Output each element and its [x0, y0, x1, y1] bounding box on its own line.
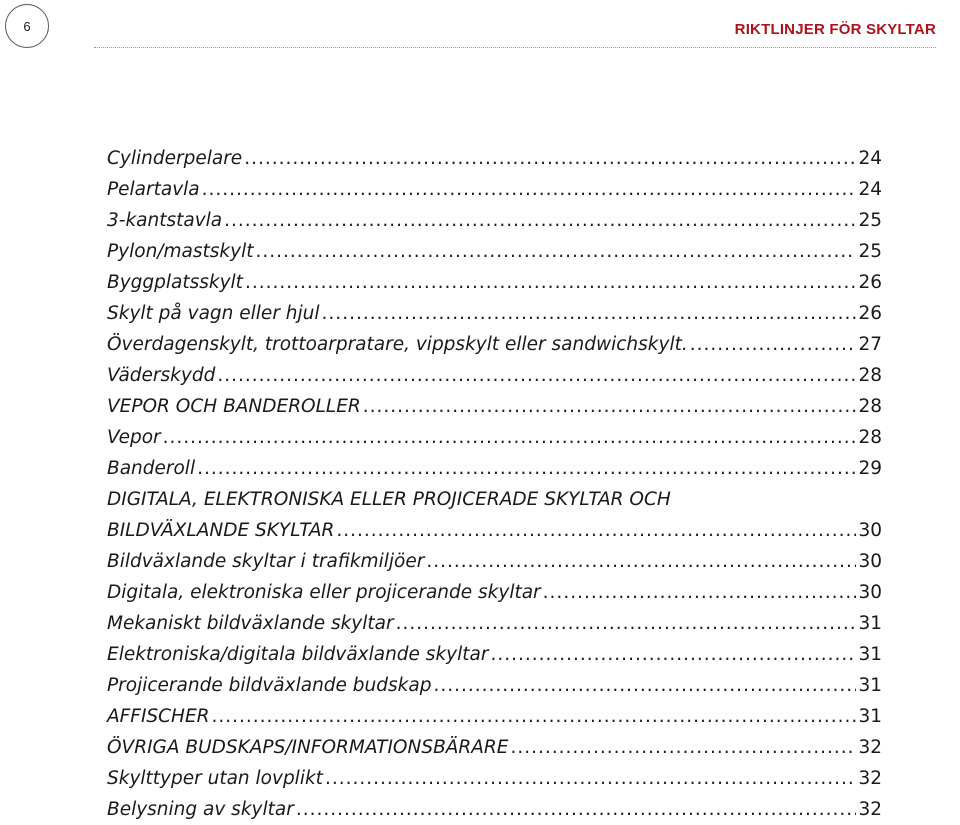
toc-entry-title: Belysning av skyltar [107, 799, 294, 820]
page-number: 6 [5, 4, 49, 48]
toc-entry[interactable] [107, 329, 882, 360]
toc-entry-page: 31 [858, 613, 882, 634]
toc-entry-title: 3-kantstavla [107, 210, 223, 231]
table-of-contents [107, 143, 882, 825]
toc-entry[interactable] [107, 639, 882, 670]
toc-entry-page: 28 [858, 396, 882, 417]
toc-entry-title-first-line[interactable]: DIGITALA, ELEKTRONISKA ELLER PROJICERADE SKYLTAR OCH [107, 489, 671, 510]
toc-dot-leader [217, 360, 856, 391]
toc-entry-title: Vepor [107, 427, 161, 448]
toc-entry-title: Bildväxlande skyltar i trafikmiljöer [107, 551, 425, 572]
toc-entry-page: 28 [858, 365, 882, 386]
toc-entry-title: AFFISCHER [107, 706, 210, 727]
toc-dot-leader [202, 174, 857, 205]
toc-entry[interactable] [107, 267, 882, 298]
toc-entry-title: Digitala, elektroniska eller projicerande skyltar [107, 582, 541, 603]
toc-entry-page: 30 [858, 582, 882, 603]
toc-entry-title: Skylttyper utan lovplikt [107, 768, 323, 789]
toc-entry-title: Elektroniska/digitala bildväxlande skyltar [107, 644, 489, 665]
toc-entry[interactable] [107, 391, 882, 422]
toc-entry-title: Pylon/mastskylt [107, 241, 254, 262]
toc-entry[interactable] [107, 143, 882, 174]
toc-entry[interactable] [107, 577, 882, 608]
toc-entry[interactable] [107, 794, 882, 825]
toc-dot-leader [690, 329, 857, 360]
running-header-title: RIKTLINJER FÖR SKYLTAR [734, 21, 936, 38]
toc-dot-leader [543, 577, 857, 608]
toc-entry-page: 24 [858, 148, 882, 169]
toc-entry[interactable] [107, 701, 882, 732]
toc-entry-title: Mekaniskt bildväxlande skyltar [107, 613, 394, 634]
toc-entry-title: Överdagenskylt, trottoarpratare, vippskylt eller sandwichskylt. [107, 334, 688, 355]
toc-entry[interactable] [107, 608, 882, 639]
toc-entry-title: ÖVRIGA BUDSKAPS/INFORMATIONSBÄRARE [107, 737, 509, 758]
toc-entry-page: 24 [858, 179, 882, 200]
toc-entry[interactable] [107, 546, 882, 577]
toc-dot-leader [244, 143, 856, 174]
toc-entry[interactable] [107, 670, 882, 701]
toc-dot-leader [212, 701, 857, 732]
toc-entry-title: Pelartavla [107, 179, 200, 200]
toc-entry-title: Banderoll [107, 458, 196, 479]
toc-entry-page: 32 [858, 768, 882, 789]
header-divider [94, 47, 936, 48]
toc-entry-title: VEPOR OCH BANDEROLLER [107, 396, 361, 417]
toc-entry-page: 27 [858, 334, 882, 355]
toc-dot-leader [197, 453, 856, 484]
toc-entry[interactable] [107, 174, 882, 205]
toc-entry-page: 30 [858, 551, 882, 572]
toc-entry-title: Skylt på vagn eller hjul [107, 303, 320, 324]
toc-entry-title: BILDVÄXLANDE SKYLTAR [107, 520, 335, 541]
toc-dot-leader [325, 763, 857, 794]
toc-entry-page: 30 [858, 520, 882, 541]
toc-entry[interactable] [107, 298, 882, 329]
toc-entry-page: 31 [858, 706, 882, 727]
toc-dot-leader [433, 670, 856, 701]
toc-entry-page: 32 [858, 737, 882, 758]
toc-dot-leader [510, 732, 856, 763]
toc-dot-leader [296, 794, 857, 825]
toc-entry[interactable] [107, 732, 882, 763]
toc-entry[interactable] [107, 360, 882, 391]
toc-entry[interactable] [107, 422, 882, 453]
toc-entry-title: Byggplatsskylt [107, 272, 243, 293]
toc-entry[interactable] [107, 236, 882, 267]
toc-entry-title: Väderskydd [107, 365, 216, 386]
toc-dot-leader [163, 422, 857, 453]
toc-dot-leader [490, 639, 856, 670]
toc-entry[interactable] [107, 205, 882, 236]
toc-entry-page: 28 [858, 427, 882, 448]
toc-entry-page: 26 [858, 303, 882, 324]
toc-entry-page: 31 [858, 675, 882, 696]
toc-dot-leader [245, 267, 857, 298]
toc-dot-leader [396, 608, 857, 639]
toc-entry[interactable] [107, 763, 882, 794]
toc-dot-leader [224, 205, 856, 236]
toc-entry-page: 26 [858, 272, 882, 293]
toc-dot-leader [336, 515, 856, 546]
toc-dot-leader [322, 298, 857, 329]
toc-dot-leader [363, 391, 857, 422]
toc-entry[interactable] [107, 515, 882, 546]
toc-dot-leader [426, 546, 856, 577]
toc-entry-page: 29 [858, 458, 882, 479]
toc-dot-leader [255, 236, 856, 267]
toc-entry-page: 31 [858, 644, 882, 665]
toc-entry-page: 25 [858, 241, 882, 262]
toc-entry-page: 25 [858, 210, 882, 231]
toc-entry-title: Cylinderpelare [107, 148, 243, 169]
toc-entry[interactable] [107, 453, 882, 484]
toc-entry-title: Projicerande bildväxlande budskap [107, 675, 432, 696]
toc-entry-page: 32 [858, 799, 882, 820]
